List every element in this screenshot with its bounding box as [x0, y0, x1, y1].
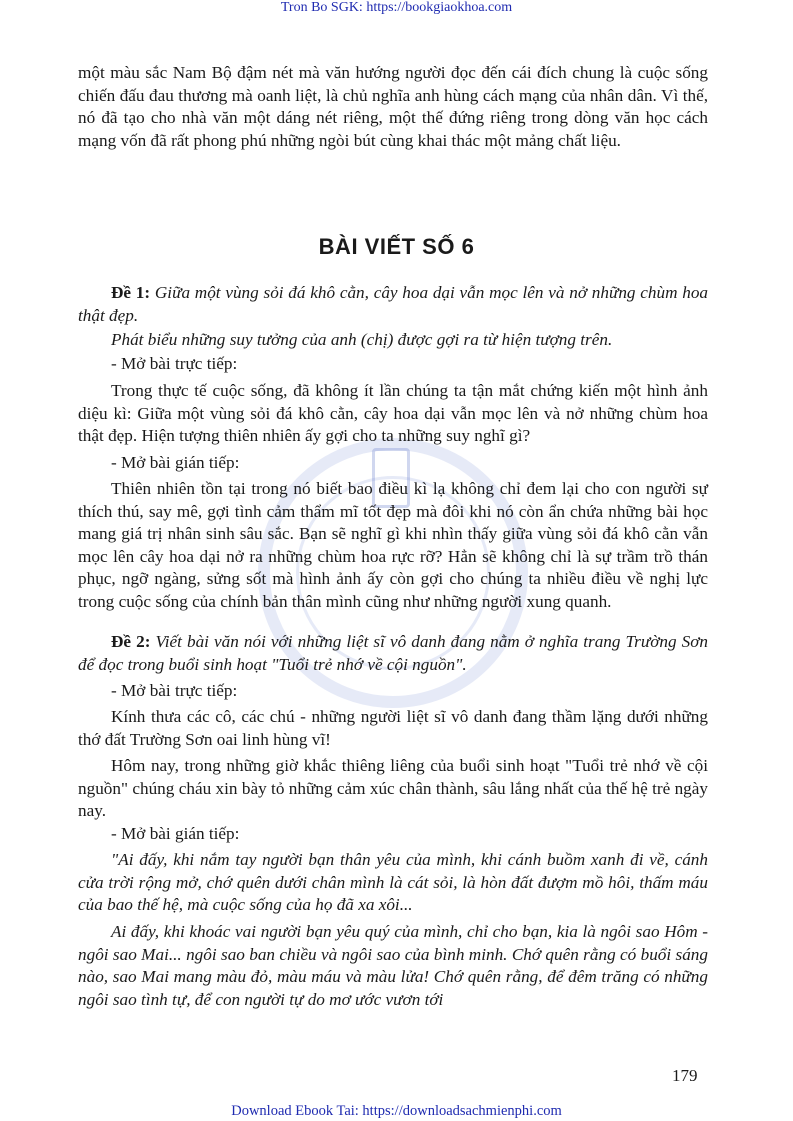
de2-direct-text-1: Kính thưa các cô, các chú - những người liệt sĩ vô danh đang thầm lặng dưới những thớ đất Trường Sơn oai linh hùng vĩ!	[78, 707, 708, 749]
de2-direct-text-2: Hôm nay, trong những giờ khắc thiêng liêng của buổi sinh hoạt "Tuổi trẻ nhớ về cội nguồn" chúng cháu xin bày tỏ những cảm xúc chân thành, sâu lắng nhất của thế hệ trẻ ngày nay.	[78, 756, 708, 820]
intro-paragraph: một màu sắc Nam Bộ đậm nét mà văn hướng người đọc đến cái đích chung là cuộc sống chiến đấu đau thương mà oanh liệt, là chủ nghĩa anh hùng cách mạng của nhân dân. Vì thế, nó đã tạo cho nhà văn một dáng nét riêng, một thế đứng riêng trong dòng văn học cách mạng vốn đã rất phong phú những ngòi bút cùng khai thác một mảng chất liệu.	[78, 63, 708, 150]
footer-download-link[interactable]: Download Ebook Tai: https://downloadsachmienphi.com	[231, 1103, 562, 1119]
de1-label: Đề 1:	[111, 283, 151, 302]
de1-instruction: Phát biểu những suy tưởng của anh (chị) được gợi ra từ hiện tượng trên.	[111, 330, 613, 349]
de1-direct-label: - Mở bài trực tiếp:	[111, 354, 238, 373]
de2-indirect-text-1: "Ai đấy, khi nắm tay người bạn thân yêu của mình, khi cánh buồm xanh đi về, cánh cửa trời rộng mở, chớ quên dưới chân mình là cát sỏi, là hòn đất đượm mồ hôi, thấm máu của bao thế hệ, mà cuộc sống của họ đã xa xôi...	[78, 850, 708, 914]
de2-direct-label: - Mở bài trực tiếp:	[111, 681, 238, 700]
de1-indirect-label: - Mở bài gián tiếp:	[111, 453, 240, 472]
header-download-link[interactable]: Tron Bo SGK: https://bookgiaokhoa.com	[280, 0, 513, 15]
section-title: BÀI VIẾT SỐ 6	[318, 234, 475, 259]
de2-indirect-label: - Mở bài gián tiếp:	[111, 824, 240, 843]
de2-prompt-text: Viết bài văn nói với những liệt sĩ vô danh đang nằm ở nghĩa trang Trường Sơn để đọc trong buổi sinh hoạt "Tuổi trẻ nhớ về cội nguồn".	[78, 632, 709, 674]
de1-direct-text: Trong thực tế cuộc sống, đã không ít lần chúng ta tận mắt chứng kiến một hình ảnh diệu kì: Giữa một vùng sỏi đá khô cằn, cây hoa dại vẫn mọc lên và nở những chùm hoa thật đẹp. Hiện tượng thiên nhiên ấy gợi cho ta những suy nghĩ gì?	[78, 381, 708, 445]
de2-label: Đề 2:	[111, 632, 151, 651]
de1-prompt-text: Giữa một vùng sỏi đá khô cằn, cây hoa dại vẫn mọc lên và nở những chùm hoa thật đẹp.	[78, 283, 709, 325]
de2-prompt	[78, 631, 708, 676]
de1-indirect-text: Thiên nhiên tồn tại trong nó biết bao điều kì lạ không chỉ đem lại cho con người sự thích thú, say mê, gợi tình cảm thẩm mĩ tốt đẹp mà đôi khi nó còn ẩn chứa những bài học mang giá trị nhân sinh sâu sắc. Bạn sẽ nghĩ gì khi nhìn thấy giữa vùng sỏi đá khô cằn vẫn mọc lên cây hoa dại nở ra những chùm hoa rực rỡ? Hẳn sẽ không chỉ là sự trầm trồ thán phục, ngỡ ngàng, sửng sốt mà hình ảnh ấy còn gợi cho chúng ta nhiều điều về nghị lực trong cuộc sống của chính bản thân mình cũng như những người xung quanh.	[78, 479, 708, 611]
de1-prompt	[78, 282, 708, 327]
page-number: 179	[672, 1066, 698, 1085]
de2-indirect-text-2: Ai đấy, khi khoác vai người bạn yêu quý của mình, chỉ cho bạn, kia là ngôi sao Hôm - ngôi sao Mai... ngôi sao ban chiều và ngôi sao của bình minh. Chớ quên rằng có buổi sáng nào, sao Mai mang màu đỏ, màu máu và màu lửa! Chớ quên rằng, để đêm trăng có những ngôi sao tình tự, để con người tự do mơ ước vươn tới	[78, 922, 708, 1009]
